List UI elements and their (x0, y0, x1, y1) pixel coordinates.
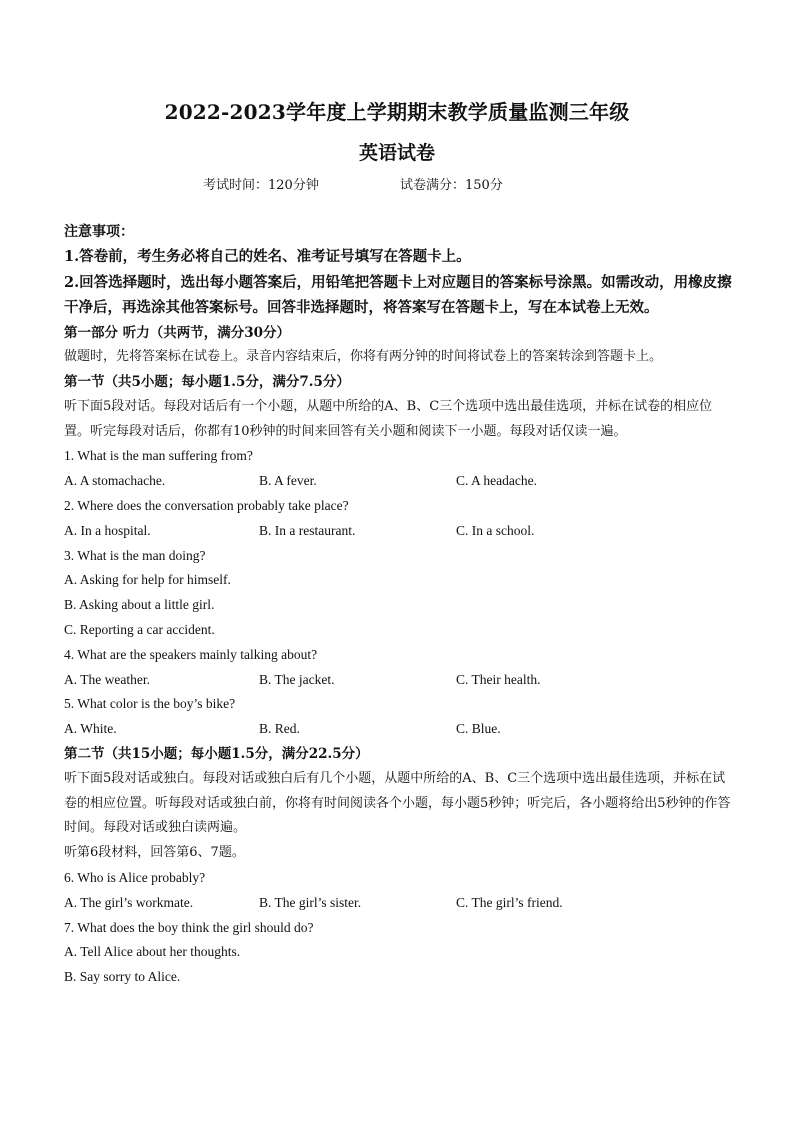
note-item-1: 1.答卷前，考生务必将自己的姓名、准考证号填写在答题卡上。 (64, 248, 471, 265)
question-6-options (64, 891, 732, 916)
option-a: A. In a hospital. (64, 522, 151, 538)
option-b: B. The jacket. (259, 671, 335, 687)
option-c: C. In a school. (456, 522, 535, 538)
part1-heading: 第一部分 听力（共两节，满分30分） (64, 324, 290, 341)
option-a: A. A stomachache. (64, 473, 166, 489)
question-5: 5. What color is the boy’s bike? (64, 696, 236, 712)
part1-instruction: 做题时，先将答案标在试卷上。录音内容结束后，你将有两分钟的时间将试卷上的答案转涂到答题卡上。 (64, 349, 663, 365)
full-score: 试卷满分：150分 (400, 178, 503, 193)
section2-heading: 第二节（共15小题；每小题1.5分，满分22.5分） (64, 746, 369, 763)
notes-heading: 注意事项： (64, 224, 134, 240)
question-2: 2. Where does the conversation probably take place? (64, 498, 349, 514)
option-a: A. The girl’s workmate. (64, 894, 194, 910)
option-b: B. Say sorry to Alice. (64, 969, 181, 985)
option-c: C. A headache. (456, 473, 537, 489)
section1-heading: 第一节（共5小题；每小题1.5分，满分7.5分） (64, 374, 350, 391)
option-a: A. Asking for help for himself. (64, 572, 231, 588)
option-b: B. The girl’s sister. (259, 894, 362, 910)
exam-subject: 英语试卷 (358, 142, 435, 164)
section2-instruction: 听下面5段对话或独白。每段对话或独白后有几个小题，从题中所给的A、B、C三个选项中选出最佳选项，并标在试卷的相应位置。听每段对话或独白前，你将有时间阅读各个小题，每小题5秒钟；听完后，各小题将给出5秒钟的作答时间。每段对话或独白读两遍。 (64, 770, 731, 836)
exam-content (64, 220, 732, 990)
option-c: C. The girl’s friend. (456, 894, 563, 910)
question-1: 1. What is the man suffering from? (64, 448, 253, 464)
question-2-options (64, 519, 732, 544)
question-5-options (64, 717, 732, 742)
question-4: 4. What are the speakers mainly talking about? (64, 646, 318, 662)
option-c: C. Reporting a car accident. (64, 622, 215, 638)
question-6: 6. Who is Alice probably? (64, 870, 206, 886)
option-a: A. Tell Alice about her thoughts. (64, 944, 241, 960)
option-a: A. The weather. (64, 671, 150, 687)
option-c: C. Blue. (456, 721, 501, 737)
question-3: 3. What is the man doing? (64, 547, 206, 563)
note-item-2: 2.回答选择题时，选出每小题答案后，用铅笔把答题卡上对应题目的答案标号涂黑。如需改动，用橡皮擦干净后，再选涂其他答案标号。回答非选择题时，将答案写在答题卡上，写在本试卷上无效。 (64, 273, 732, 316)
exam-time: 考试时间：120分钟 (203, 178, 319, 193)
section1-instruction: 听下面5段对话。每段对话后有一个小题，从题中所给的A、B、C三个选项中选出最佳选项，并标在试卷的相应位置。听完每段对话后，你都有10秒钟的时间来回答有关小题和阅读下一小题。每段对话仅读一遍。 (64, 398, 713, 439)
question-1-options (64, 469, 732, 494)
option-c: C. Their health. (456, 671, 541, 687)
option-b: B. Asking about a little girl. (64, 597, 215, 613)
option-b: B. A fever. (259, 473, 317, 489)
exam-title: 2022-2023学年度上学期期末教学质量监测三年级 (164, 100, 630, 124)
option-b: B. Red. (259, 721, 300, 737)
option-b: B. In a restaurant. (259, 522, 356, 538)
material-note: 听第6段材料，回答第6、7题。 (64, 845, 245, 861)
question-7: 7. What does the boy think the girl should do? (64, 919, 314, 935)
option-a: A. White. (64, 721, 117, 737)
question-4-options (64, 668, 732, 693)
